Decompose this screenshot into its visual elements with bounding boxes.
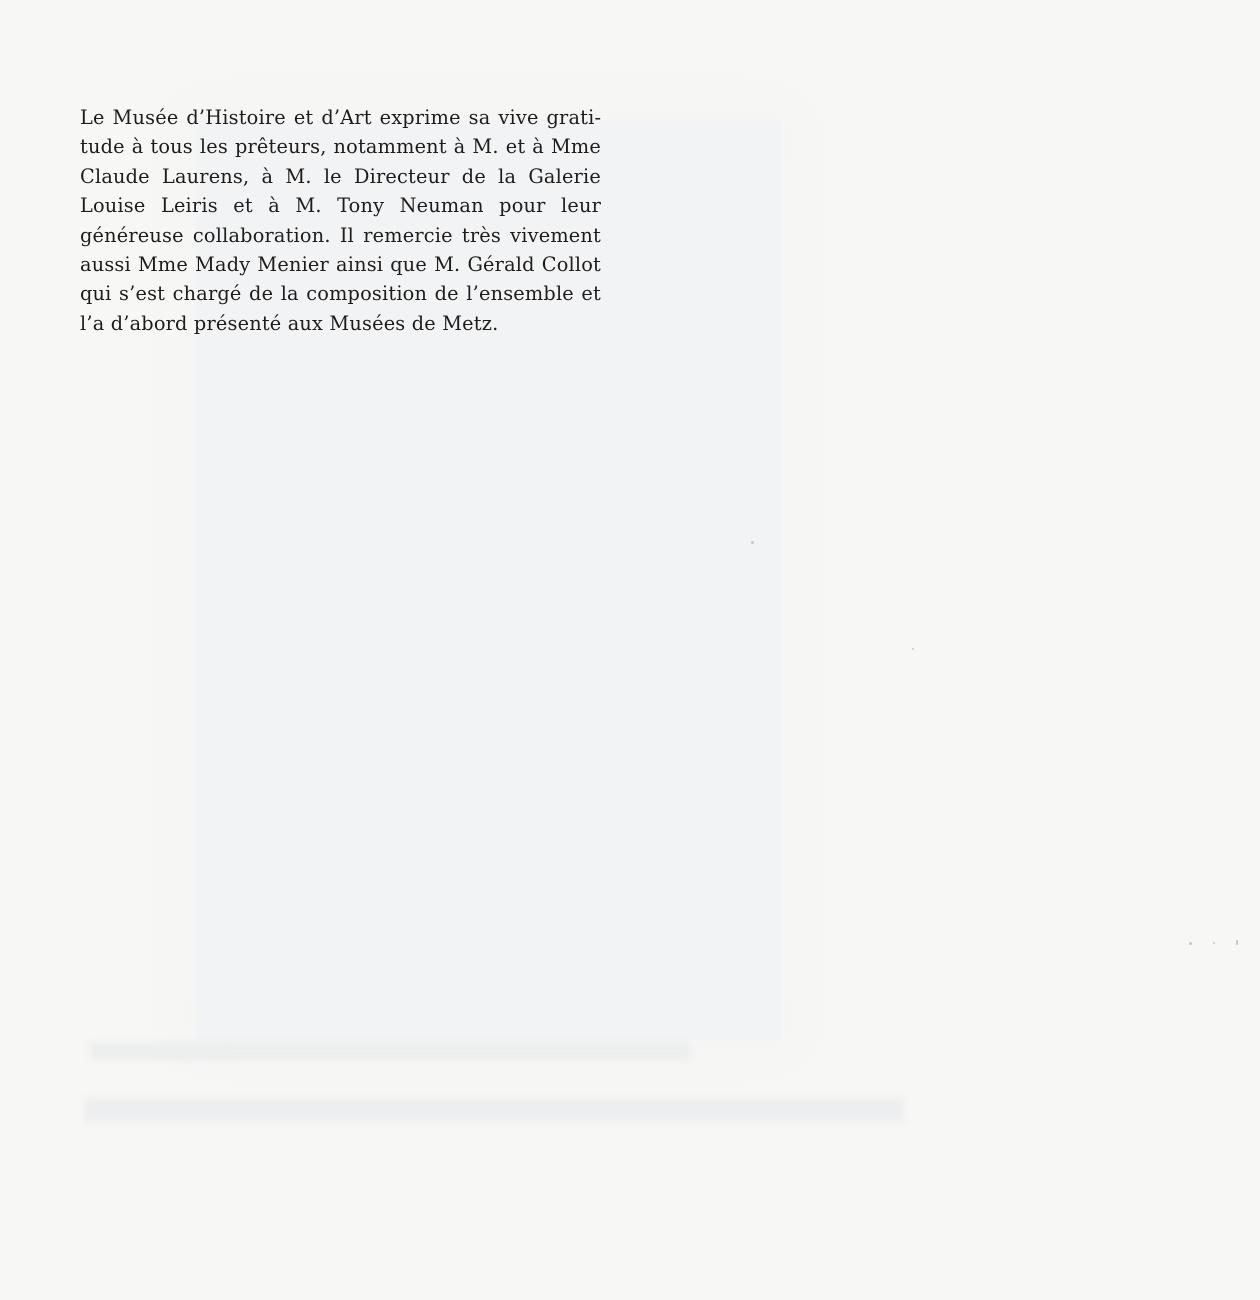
paper-speck — [1236, 940, 1238, 945]
paper-speck — [1189, 942, 1192, 945]
paper-speck — [1213, 942, 1215, 944]
paper-speck — [751, 541, 754, 544]
acknowledgement-paragraph: Le Musée d’Histoire et d’Art exprime sa vive gratitude à tous les prêteurs, notamment à M. et à Mme Claude Laurens, à M. le Directeur de la Galerie Louise Leiris et à M. Tony Neuman pour leur généreuse collaboration. Il remercie très vivement aussi Mme Mady Menier ainsi que M. Gérald Collot qui s’est chargé de la composition de l’ensemble et l’a d’abord présenté aux Musées de Metz. — [80, 106, 601, 335]
show-through-line — [84, 1098, 904, 1122]
show-through-line — [90, 1042, 690, 1060]
paper-speck — [912, 648, 914, 650]
